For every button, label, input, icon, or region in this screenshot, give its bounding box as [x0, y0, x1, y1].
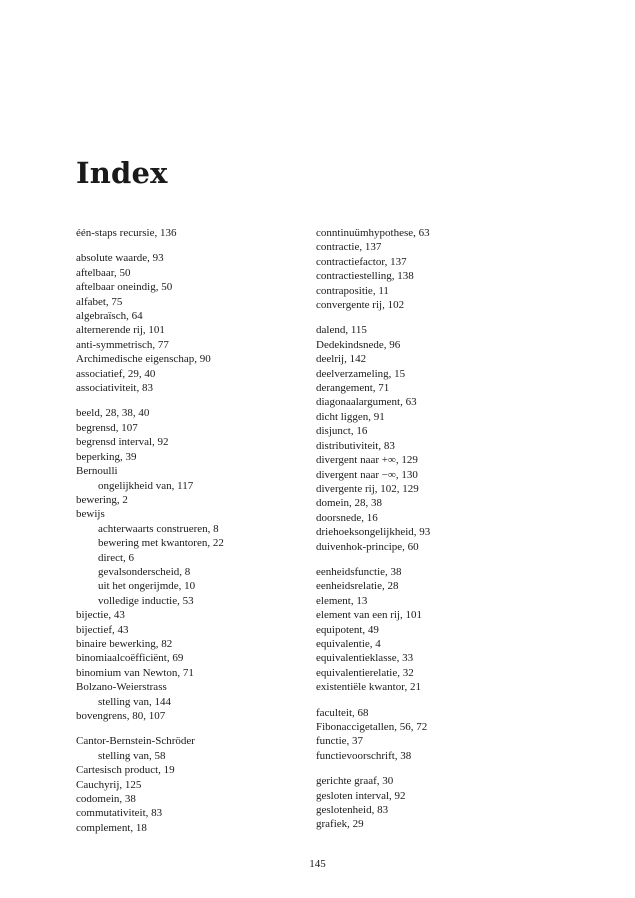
- index-entry: Cartesisch product, 19: [76, 764, 175, 777]
- index-entry: anti-symmetrisch, 77: [76, 338, 169, 351]
- index-subentry: achterwaarts construeren, 8: [98, 522, 219, 535]
- index-entry: geslotenheid, 83: [316, 804, 389, 817]
- index-entry: binomiaalcoëfficiënt, 69: [76, 652, 184, 665]
- index-subentry: stelling van, 144: [98, 695, 172, 708]
- index-entry: convergente rij, 102: [316, 299, 405, 312]
- index-subentry: volledige inductie, 53: [98, 594, 194, 607]
- index-subentry: stelling van, 58: [98, 749, 166, 762]
- index-entry: element, 13: [316, 594, 368, 607]
- index-entry: derangement, 71: [316, 382, 390, 395]
- index-group: [316, 565, 566, 695]
- index-entry: equipotent, 49: [316, 623, 379, 636]
- index-group: [316, 706, 566, 764]
- index-entry: contractiestelling, 138: [316, 270, 414, 283]
- index-entry: gesloten interval, 92: [316, 789, 406, 802]
- index-entry: één-staps recursie, 136: [76, 227, 177, 239]
- index-group: [316, 323, 566, 554]
- index-entry: equivalentieklasse, 33: [316, 652, 414, 665]
- index-column-right: [316, 226, 566, 843]
- index-entry: grafiek, 29: [316, 818, 364, 831]
- index-entry: bovengrens, 80, 107: [76, 710, 166, 722]
- index-entry: codomein, 38: [76, 793, 136, 806]
- index-entry: alternerende rij, 101: [76, 324, 165, 337]
- index-entry: equivalentie, 4: [316, 637, 381, 650]
- index-entry: associativiteit, 83: [76, 382, 153, 395]
- index-entry: functievoorschrift, 38: [316, 749, 412, 762]
- index-subentry: direct, 6: [98, 551, 135, 564]
- index-entry: binomium van Newton, 71: [76, 666, 194, 679]
- index-entry: eenheidsrelatie, 28: [316, 580, 399, 593]
- index-subentry: ongelijkheid van, 117: [98, 479, 194, 492]
- index-entry: doorsnede, 16: [316, 511, 378, 524]
- index-entry: aftelbaar, 50: [76, 266, 131, 279]
- index-entry: equivalentierelatie, 32: [316, 666, 414, 679]
- index-entry: existentiële kwantor, 21: [316, 681, 421, 694]
- index-entry: Archimedische eigenschap, 90: [76, 353, 211, 366]
- index-entry: contractie, 137: [316, 241, 382, 254]
- index-entry: divergent naar −∞, 130: [316, 468, 418, 481]
- index-entry: dalend, 115: [316, 324, 367, 337]
- index-entry: contrapositie, 11: [316, 284, 389, 297]
- index-entry: diagonaalargument, 63: [316, 396, 417, 409]
- index-entry: bijectief, 43: [76, 623, 129, 636]
- index-entry: algebraïsch, 64: [76, 310, 143, 323]
- index-entry: aftelbaar oneindig, 50: [76, 281, 173, 294]
- index-entry: begrensd, 107: [76, 421, 138, 434]
- index-column-left: [76, 226, 326, 846]
- index-entry: associatief, 29, 40: [76, 367, 156, 380]
- index-group: [316, 226, 566, 312]
- index-entry: begrensd interval, 92: [76, 436, 169, 449]
- index-entry: functie, 37: [316, 735, 364, 748]
- index-entry: Cantor-Bernstein-Schröder: [76, 735, 195, 748]
- index-entry: duivenhok-principe, 60: [316, 540, 419, 553]
- index-group: [76, 734, 326, 835]
- index-entry: beeld, 28, 38, 40: [76, 407, 150, 420]
- index-entry: binaire bewerking, 82: [76, 637, 173, 650]
- index-entry: bewijs: [76, 508, 105, 521]
- index-entry: alfabet, 75: [76, 295, 123, 308]
- index-subentry: gevalsonderscheid, 8: [98, 565, 191, 578]
- index-entry: gerichte graaf, 30: [316, 775, 394, 788]
- index-group: [316, 774, 566, 832]
- index-entry: commutativiteit, 83: [76, 807, 163, 820]
- index-entry: deelverzameling, 15: [316, 367, 406, 380]
- index-entry: bewering, 2: [76, 493, 128, 506]
- index-subentry: bewering met kwantoren, 22: [98, 537, 224, 550]
- index-entry: disjunct, 16: [316, 425, 368, 438]
- index-entry: divergent naar +∞, 129: [316, 454, 418, 467]
- index-entry: Fibonaccigetallen, 56, 72: [316, 721, 428, 733]
- index-entry: Bernoulli: [76, 465, 118, 478]
- index-entry: Bolzano-Weierstrass: [76, 681, 167, 694]
- index-entry: eenheidsfunctie, 38: [316, 565, 402, 578]
- index-entry: deelrij, 142: [316, 353, 367, 366]
- index-entry: absolute waarde, 93: [76, 252, 164, 265]
- index-entry: driehoeksongelijkheid, 93: [316, 526, 431, 539]
- index-entry: complement, 18: [76, 821, 147, 834]
- index-subentry: uit het ongerijmde, 10: [98, 580, 196, 593]
- index-group: [76, 406, 326, 723]
- page-title: Index: [76, 156, 168, 190]
- index-entry: faculteit, 68: [316, 706, 369, 719]
- index-entry: element van een rij, 101: [316, 609, 422, 622]
- index-entry: contractiefactor, 137: [316, 255, 407, 268]
- index-group: [76, 251, 326, 395]
- index-entry: domein, 28, 38: [316, 497, 382, 510]
- index-entry: dicht liggen, 91: [316, 410, 385, 423]
- index-entry: distributiviteit, 83: [316, 439, 395, 452]
- index-entry: conntinuümhypothese, 63: [316, 227, 430, 239]
- page-number: 145: [309, 858, 326, 870]
- index-entry: Cauchyrij, 125: [76, 778, 142, 791]
- index-entry: Dedekindsnede, 96: [316, 338, 401, 351]
- index-entry: bijectie, 43: [76, 609, 125, 622]
- index-entry: divergente rij, 102, 129: [316, 482, 419, 495]
- index-entry: beperking, 39: [76, 450, 137, 463]
- index-group: [76, 226, 326, 240]
